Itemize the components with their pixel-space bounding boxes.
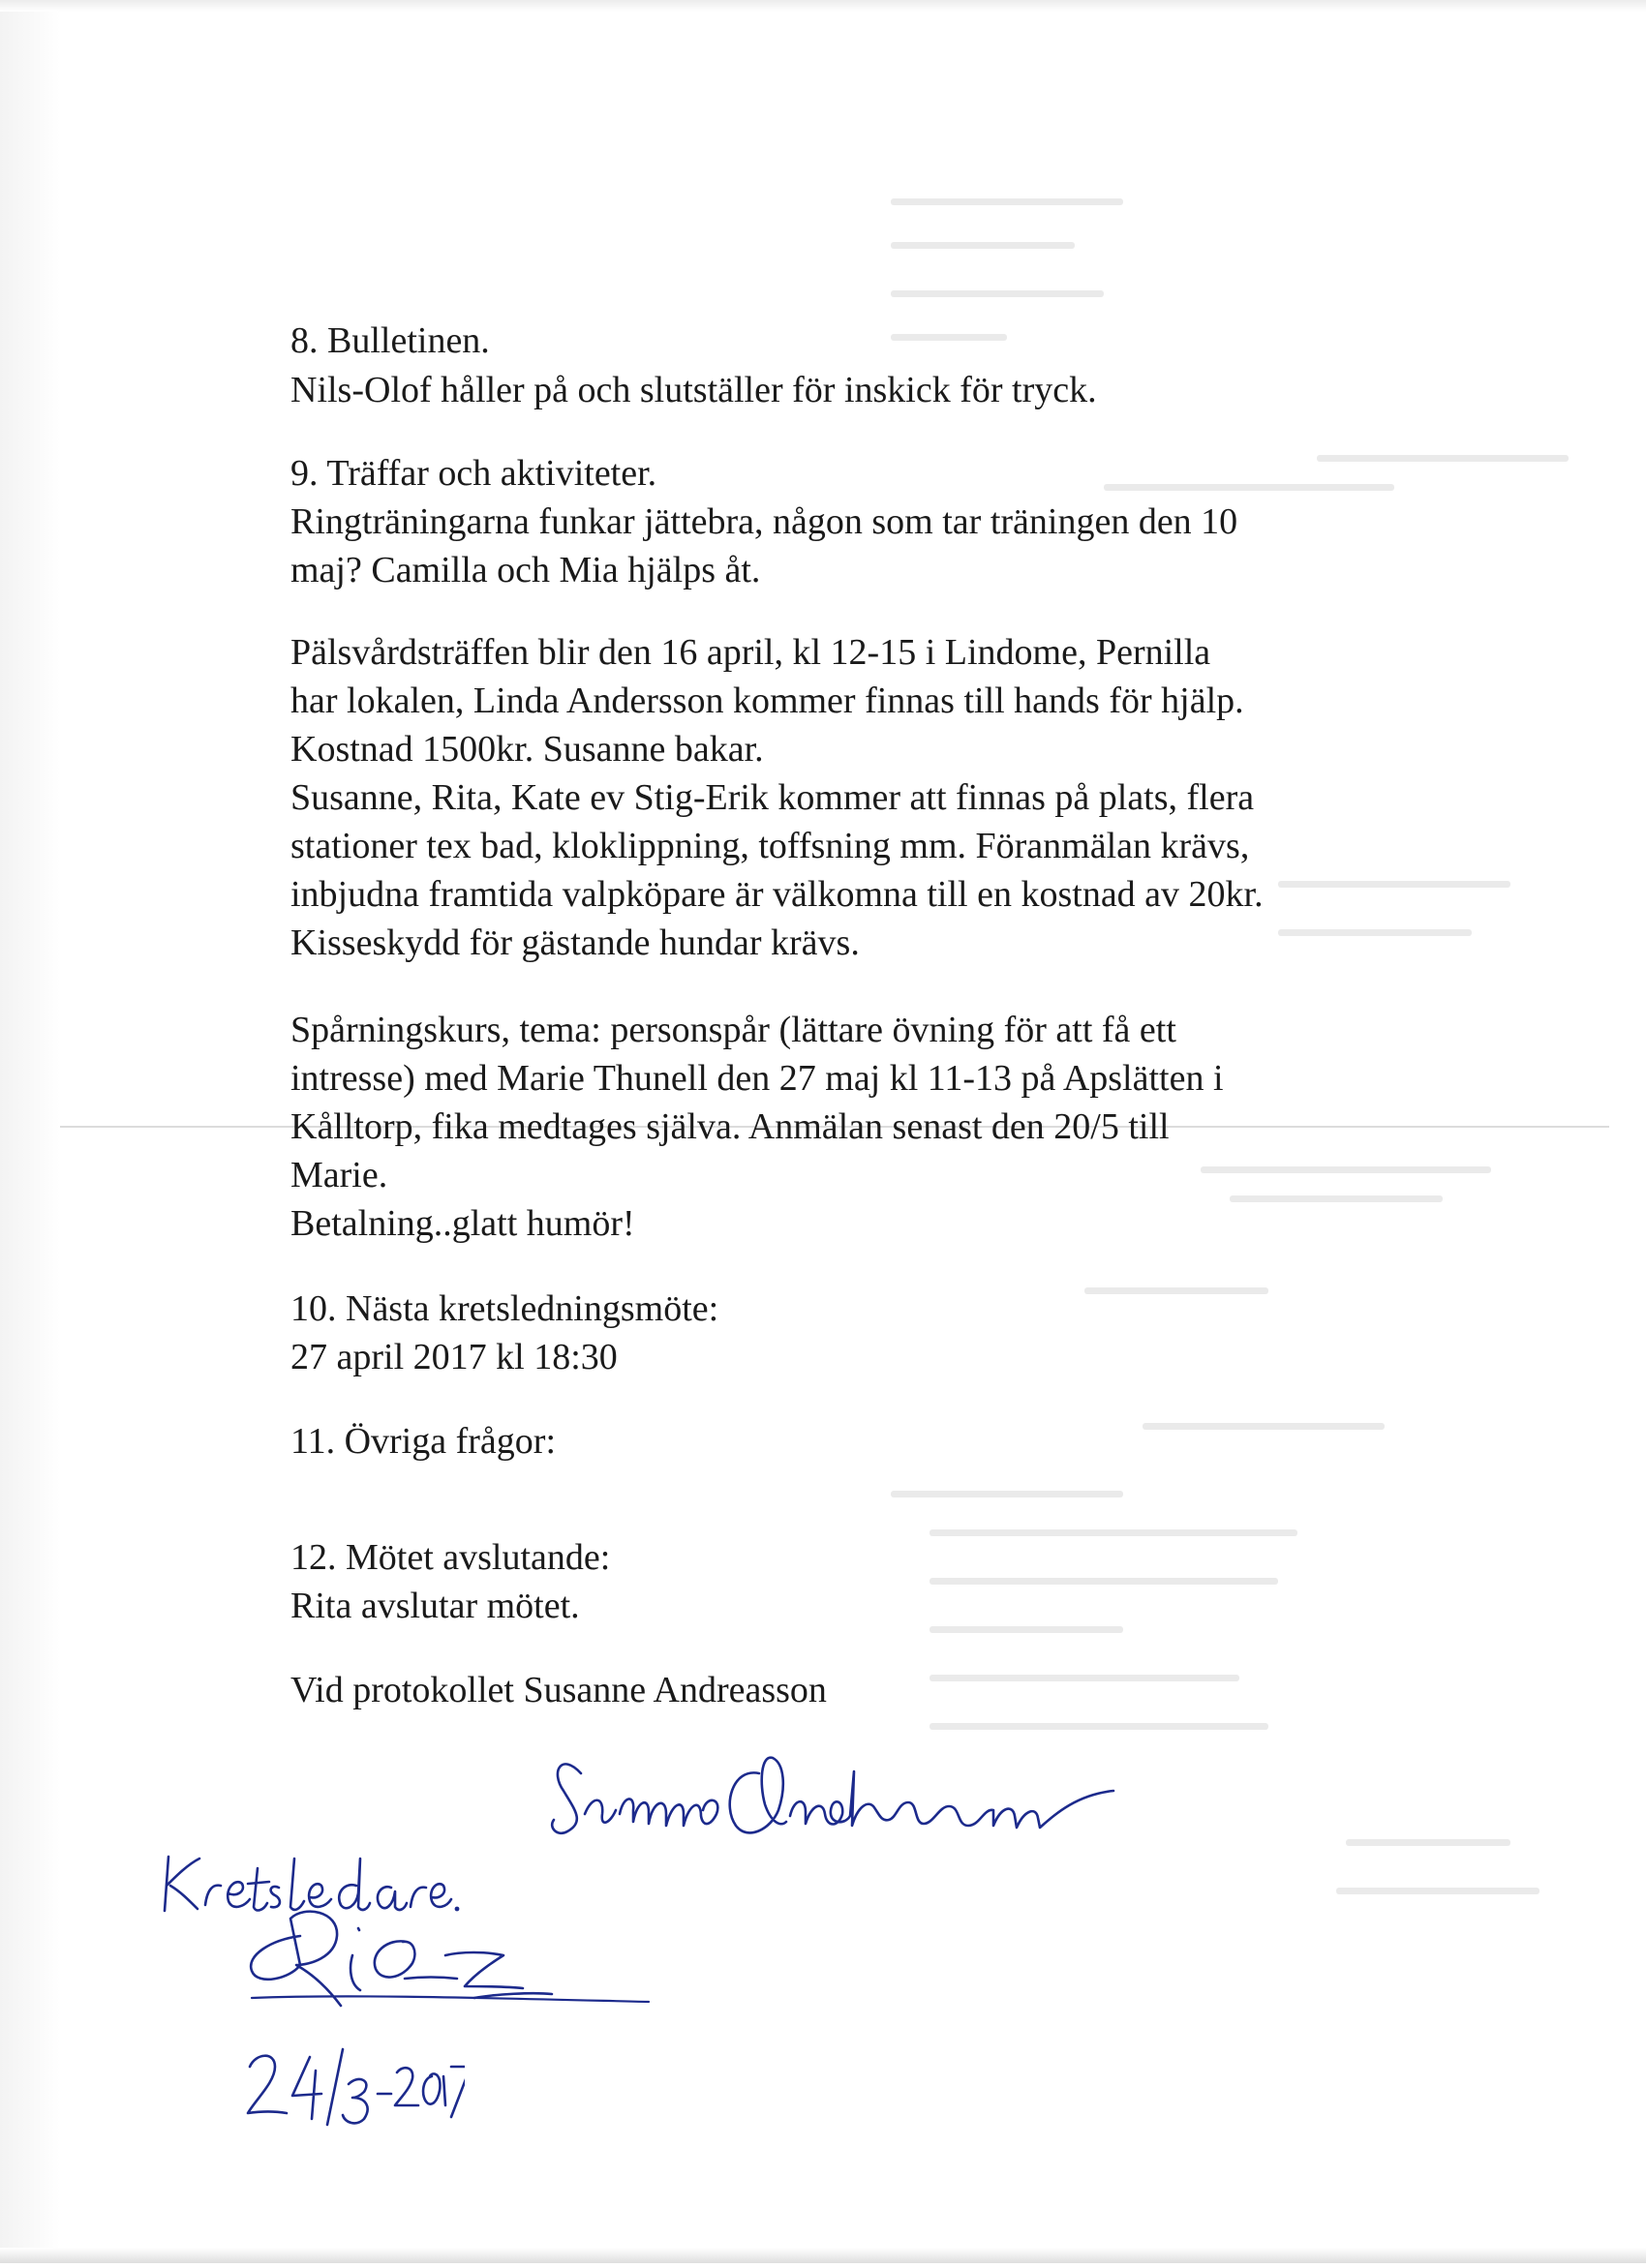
paragraph-line: Betalning..glatt humör! bbox=[290, 1203, 635, 1244]
section-heading: 11. Övriga frågor: bbox=[290, 1421, 556, 1462]
section-text: Nils-Olof håller på och slutställer för inskick för tryck. bbox=[290, 370, 1097, 410]
section-heading: 8. Bulletinen. bbox=[290, 320, 490, 361]
paragraph-line: Kålltorp, fika medtages själva. Anmälan senast den 20/5 till bbox=[290, 1106, 1170, 1147]
section-heading: 12. Mötet avslutande: bbox=[290, 1537, 611, 1578]
paragraph-line: inbjudna framtida valpköpare är välkomna till en kostnad av 20kr. bbox=[290, 874, 1264, 915]
section-heading: 10. Nästa kretsledningsmöte: bbox=[290, 1288, 719, 1329]
section-text: maj? Camilla och Mia hjälps åt. bbox=[290, 550, 761, 590]
handwritten-date bbox=[242, 2028, 465, 2134]
paragraph-line: Spårningskurs, tema: personspår (lättare övning för att få ett bbox=[290, 1010, 1176, 1050]
paragraph-line: Pälsvårdsträffen blir den 16 april, kl 12-15 i Lindome, Pernilla bbox=[290, 632, 1211, 673]
paragraph-line: har lokalen, Linda Andersson kommer finnas till hands för hjälp. bbox=[290, 680, 1244, 721]
section-heading: 9. Träffar och aktiviteter. bbox=[290, 453, 657, 494]
paragraph-line: stationer tex bad, kloklippning, toffsning mm. Föranmälan krävs, bbox=[290, 826, 1250, 866]
paragraph-line: intresse) med Marie Thunell den 27 maj kl 11-13 på Apslätten i bbox=[290, 1058, 1224, 1099]
paragraph-line: Kisseskydd för gästande hundar krävs. bbox=[290, 922, 860, 963]
paragraph-line: Kostnad 1500kr. Susanne bakar. bbox=[290, 729, 764, 770]
secretary-signature bbox=[542, 1733, 1143, 1849]
section-text: 27 april 2017 kl 18:30 bbox=[290, 1337, 618, 1377]
paragraph-line: Marie. bbox=[290, 1155, 388, 1195]
paragraph-line: Susanne, Rita, Kate ev Stig-Erik kommer att finnas på plats, flera bbox=[290, 777, 1255, 818]
section-text: Rita avslutar mötet. bbox=[290, 1586, 580, 1626]
section-text: Ringträningarna funkar jättebra, någon som tar träningen den 10 bbox=[290, 501, 1238, 542]
minutes-signoff: Vid protokollet Susanne Andreasson bbox=[290, 1670, 827, 1710]
leader-signature bbox=[232, 1897, 678, 2023]
